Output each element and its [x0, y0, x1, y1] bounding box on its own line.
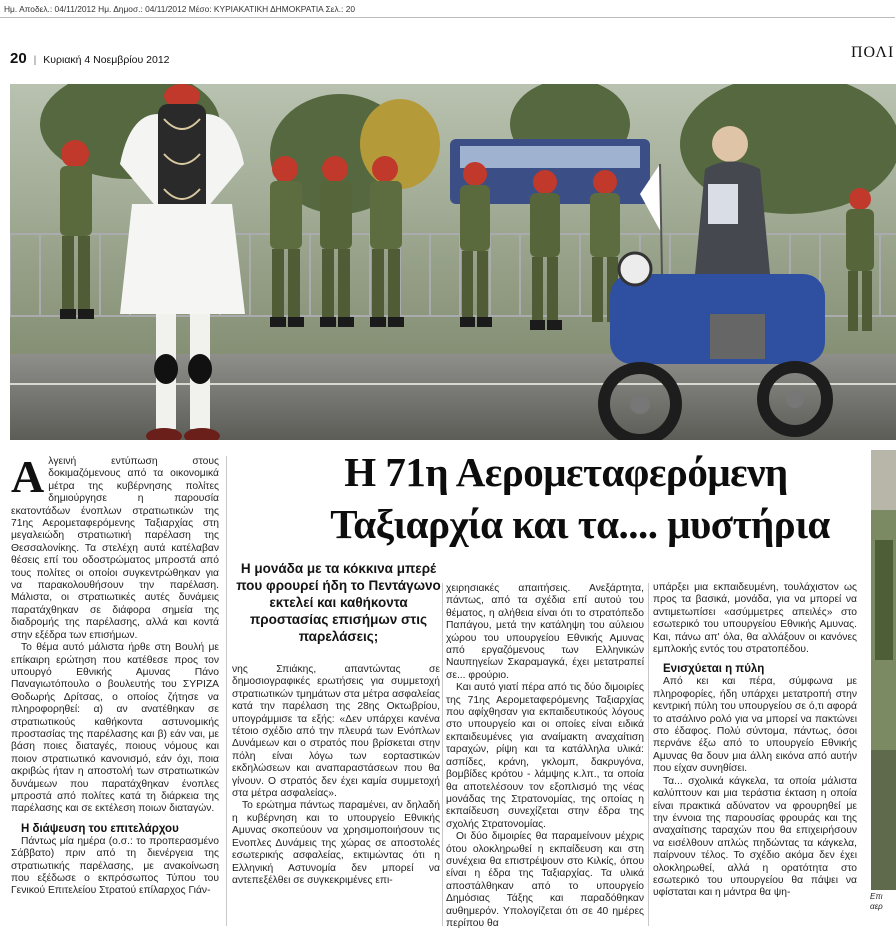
metadata-divider — [0, 17, 895, 18]
parade-photo — [10, 84, 896, 440]
column-3-paragraph-1: χειρησιακές απαιτήσεις. Ανεξάρτητα, πάντως, από τα σχέδια επί αυτού του θέματος, η αλήθεια είναι ότι το στρατόπεδο Παπάγου, μετά την κατάληψη του αύλειου χώρου του υπουργείου Εθνικής Αμυνας από εργαζόμενους των Ελληνικών Ναυπηγείων Σκαραμαγκά, έχει μετατραπεί σε... φρούριο. — [446, 583, 644, 681]
date-separator: | — [33, 54, 37, 66]
page-number: 20 — [10, 50, 27, 67]
side-photo-illustration — [871, 450, 896, 890]
headline-line-1: Η 71η Αερομεταφερόμενη — [344, 449, 788, 495]
column-2-paragraph-2: Το ερώτημα πάντως παραμένει, αν δηλαδή η κυβέρνηση και το υπουργείο Εθνικής Αμυνας σκοπεύουν να χρησιμοποιήσουν τις Ενοπλες Δυνάμεις της χώρας σε αποστολές εσωτερικής ασφαλείας, εκτιμώντας ότι η Ελληνική Αστυνομία δεν μπορεί να αντεπεξέλθει σε συγκεκριμένες επι- — [232, 800, 440, 886]
drop-cap: Α — [11, 451, 45, 502]
side-photo-caption: Επι αερ — [870, 892, 883, 911]
column-4-paragraph-2: Από κει και πέρα, σύμφωνα με πληροφορίες, ήδη υπάρχει μετατροπή στην κεντρική πύλη του υπουργείου σε ό,τι αφορά το ατσάλινο ρολό για να μπορεί να πακτώνει στο έδαφος. Πολύ σύντομα, πάντως, όσοι περνάνε έξω από το υπουργείο Εθνικής Αμυνας θα δουν μια άλλη εικόνα από αυτήν που είχαν συνηθίσει. — [653, 676, 857, 775]
column-1-paragraph-1: Αλγεινή εντύπωση στους δοκιμαζόμενους από τα οικονομικά μέτρα της κυβέρνησης πολίτες δημιούργησε η παρουσία εκατοντάδων ένοπλων στρατιωτικών της 71ης Αερομεταφερόμενης Ταξιαρχίας στη μεγαλειώδη στρατιωτική παρέλαση της Θεσσαλονίκης. Τα στελέχη αυτά κατέλαβαν θέσεις επί του οδοστρώματος μπροστά από τους πολίτες οι οποίοι συγκεντρώθηκαν για να παρακολουθήσουν την παρέλαση. Μάλιστα, οι στρατιωτικές αυτές δυνάμεις παρατάχθηκαν σε διάφορα σημεία της διαδρομής της παρέλασης, αλλά και κοντά στην εξέδρα των επισήμων. — [11, 451, 219, 641]
subhead-denial: Η διάψευση του επιτελάρχου — [21, 822, 179, 835]
column-3-paragraph-3: Οι δύο διμοιρίες θα παραμείνουν μέχρις ότου ολοκληρωθεί η εκπαίδευση και στη συνέχεια θα επιστρέψουν στο Κιλκίς, όπου είναι η έδρα της Ταξιαρχίας. Τα υλικά αποστάλθηκαν από το υπουργείο Δημόσιας Τάξης και παραδόθηκαν αυθημερόν. Υπολογίζεται ότι σε 40 ημέρες περίπου θα — [446, 831, 644, 928]
column-divider-2 — [442, 583, 443, 926]
article-deck: Η μονάδα με τα κόκκινα μπερέ που φρουρεί ήδη το Πεντάγωνο εκτελεί και καθήκοντα προστασίας επισήμων στις παρελάσεις; — [236, 561, 441, 644]
column-1-paragraph-2: Το θέμα αυτό μάλιστα ήρθε στη Βουλή με επίκαιρη ερώτηση που κατέθεσε προς τον υπουργό Εθνικής Αμυνας Πάνο Παναγιωτόπουλο ο βουλευτής του ΣΥΡΙΖΑ Θοδωρής Δρίτσας, ο οποίος ζήτησε να πληροφορηθεί: α) αν ανατέθηκαν σε στρατιωτικούς καθήκοντα αστυνομικής προστασίας της παρέλασης και β) εάν ναι, με βάση ποιες διαταγές, ποιους νόμους και ποιον στρατιωτικό κανονισμό, εάν όχι, ποια ακριβώς ήταν η αποστολή των στρατιωτικών δυνάμεων που παρατάχθηκαν ένοπλες μπροστά από πολίτες κατά τη διάρκεια της παρέλασης και σε εκτέλεση ποιων διαταγών. — [11, 642, 219, 815]
article-column-1 — [11, 451, 219, 898]
column-3-paragraph-2: Και αυτό γιατί πέρα από τις δύο διμοιρίες της 71ης Αερομεταφερόμενης Ταξιαρχίας που αφίχθησαν για εκπαιδευτικούς λόγους στο υπουργείο και οι οποίες είναι ειδικά εκπαιδευμένες για αναίμακτη αναχαίτιση ταραχών, ρίψη και τα κατάλληλα υλικά: ασπίδες, κράνη, γκλομπ, δακρυγόνα, βομβίδες κρότου - λάμψης κ.λπ., τα οποία θα αποτελέσουν τον εξοπλισμό της νέας μονάδας της Στρατονομίας, της οποίας η εκπαίδευση συνεχίζεται στην έδρα της σχολής Στρατονομίας. — [446, 682, 644, 830]
issue-date: Κυριακή 4 Νοεμβρίου 2012 — [43, 54, 170, 66]
subhead-gate: Ενισχύεται η πύλη — [663, 663, 765, 676]
side-photo — [871, 450, 896, 890]
headline-line-2: Ταξιαρχία και τα.... μυστήρια — [330, 501, 830, 547]
article-column-3 — [446, 583, 644, 928]
column-divider-1 — [226, 456, 227, 926]
parade-photo-illustration — [10, 84, 896, 440]
article-column-2 — [232, 664, 440, 887]
column-4-paragraph-1: υπάρξει μια εκπαιδευμένη, τουλάχιστον ως προς τα βασικά, μονάδα, για να μπορεί να αντιμετωπίσει «ασύμμετρες απειλές» στο εσωτερικό του υπουργείου Εθνικής Αμυνας. Και, πάνω απ' όλα, θα αλλάξουν οι κανόνες εμπλοκής εντός του στρατοπέδου. — [653, 582, 857, 656]
clipping-metadata: Ημ. Αποδελ.: 04/11/2012 Ημ. Δημοσ.: 04/11/2012 Μέσο: ΚΥΡΙΑΚΑΤΙΚΗ ΔΗΜΟΚΡΑΤΙΑ Σελ.: 20 — [4, 4, 356, 14]
section-label: ΠΟΛΙ — [851, 44, 895, 61]
column-1-paragraph-3: Πάντως μία ημέρα (ο.σ.: το προπερασμένο Σάββατο) πριν από τη διενέργεια της στρατιωτικής παρέλασης, με ανακοίνωση που εξέδωσε ο εκπρόσωπος Τύπου του Γενικού Επιτελείου Στρατού επίλαρχος Γιάν- — [11, 835, 219, 897]
column-4-paragraph-3: Τα... σχολικά κάγκελα, τα οποία μάλιστα καλύπτουν και μια τεράστια έκταση η οποία είναι πρακτικά αδύνατον να φρουρηθεί με την έννοια της παρουσίας φρουράς και της αναχαίτισης ταραχών που θα επιχειρήσουν να εισέλθουν απλώς πηδώντας τα κάγκελα, παίρνουν τέλος. Το σχέδιο ακόμα δεν έχει ολοκληρωθεί, αλλά η ορατότητα στο εσωτερικό του υπουργείου θα πάψει να υφίσταται και η μάντρα θα ψη- — [653, 775, 857, 899]
column-divider-3 — [648, 583, 649, 926]
article-column-4 — [653, 582, 857, 900]
column-2-paragraph-1: νης Σπιάκης, απαντώντας σε δημοσιογραφικές ερωτήσεις για συμμετοχή στρατιωτικών τμημάτων στα μέτρα ασφαλείας κατά την παρέλαση της 28ης Οκτωβρίου, υπογράμμισε τα εξής: «Δεν υπάρχει κανένα τέτοιο σχέδιο από την πλευρά των Ενόπλων Δυνάμεων και ο στρατός που βρίσκεται στην πόλη είναι λόγω των εορταστικών εκδηλώσεων και αναπαραστάσεων που θα γίνουν. Ο στρατός δεν έχει καμία συμμετοχή στα μέτρα ασφαλείας». — [232, 664, 440, 800]
article-headline — [236, 446, 896, 550]
page-date-row — [10, 50, 170, 67]
